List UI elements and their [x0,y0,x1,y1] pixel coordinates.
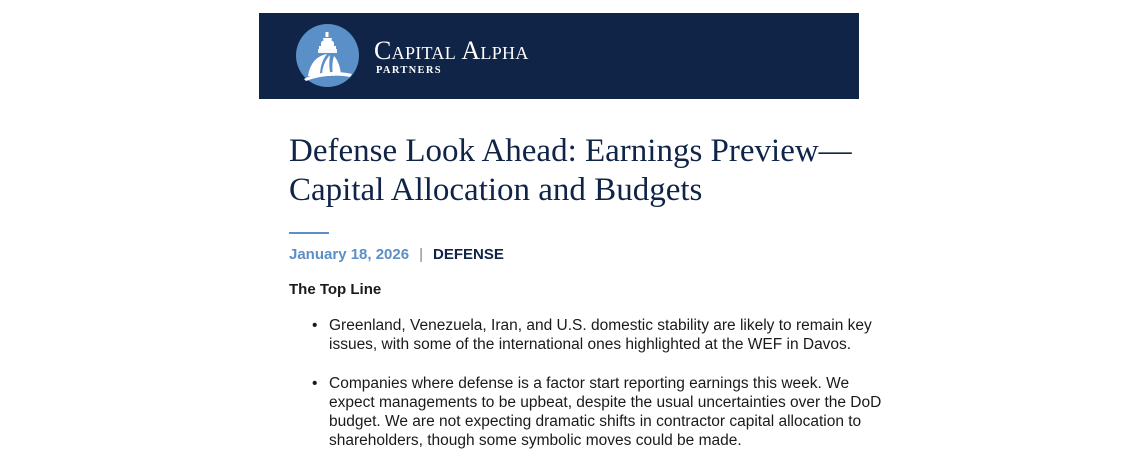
title-divider [289,232,329,234]
header-banner [259,13,859,99]
top-line-list [310,316,890,450]
publish-date: January 18, 2026 [289,246,410,263]
page-title: Defense Look Ahead: Earnings Preview—Capital Allocation and Budgets [289,133,852,208]
article-meta [289,246,504,264]
brand-subtitle: PARTNERS [376,65,442,76]
category-label: DEFENSE [433,246,504,263]
list-item-text: Companies where defense is a factor start reporting earnings this week. We expect managements to be upbeat, despite the usual uncertainties over the DoD budget. We are not expecting dramatic shifts in contractor capital allocation to shareholders, though some symbolic moves could be made. [329,375,882,449]
section-heading: The Top Line [289,281,382,298]
brand-name: Capital Alpha [374,36,529,65]
list-item [310,316,890,354]
meta-separator: | [419,246,423,263]
bullet-icon: • [312,317,318,334]
bullet-icon: • [312,375,318,392]
list-item-text: Greenland, Venezuela, Iran, and U.S. domestic stability are likely to remain key issues, with some of the international ones highlighted at the WEF in Davos. [329,317,872,353]
capitol-dome-icon [296,24,359,87]
list-item [310,374,890,450]
